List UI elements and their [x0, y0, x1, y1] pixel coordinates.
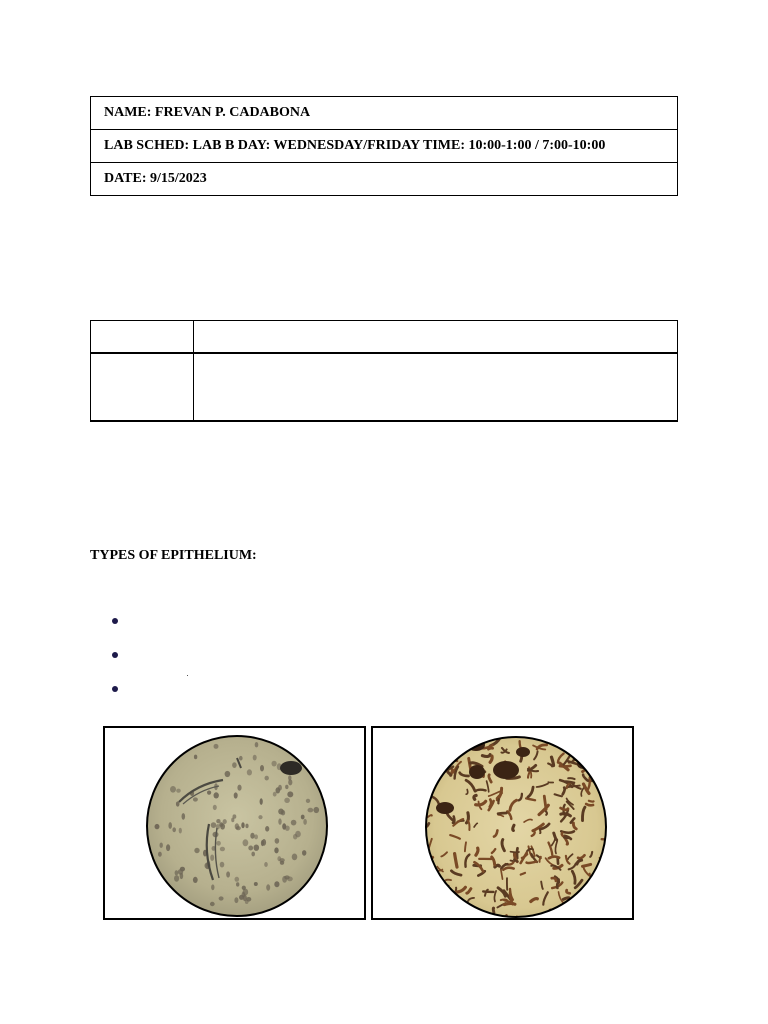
cell-nucleus [231, 818, 234, 823]
stained-cell [601, 738, 614, 740]
stained-cell [439, 895, 443, 902]
cell-nucleus [182, 813, 186, 820]
cell-nucleus [278, 809, 284, 815]
cell-nucleus [255, 742, 259, 747]
cell-nucleus [282, 823, 286, 829]
cell-nucleus [274, 847, 278, 853]
cell-nucleus [243, 839, 249, 846]
cell-nucleus [272, 761, 277, 767]
stained-cell [602, 862, 605, 874]
stained-cell [568, 778, 574, 779]
stained-cell [452, 897, 456, 907]
cell-nucleus [266, 884, 270, 890]
section-heading: TYPES OF EPITHELIUM: [90, 548, 257, 563]
cell-nucleus [260, 765, 264, 771]
stained-cell [463, 914, 466, 918]
stained-cell [433, 771, 436, 783]
stained-cell [498, 813, 506, 814]
stained-cell [435, 886, 446, 888]
blank-table-cell [91, 321, 194, 354]
stained-cell [559, 909, 562, 913]
cell-nucleus [250, 833, 254, 839]
cell-nucleus [223, 819, 227, 824]
stained-cell [590, 739, 591, 750]
cell-nucleus [239, 895, 244, 900]
stained-cell [434, 740, 436, 750]
stained-cell [432, 753, 444, 758]
cell-nucleus [220, 823, 225, 829]
cell-nucleus [245, 824, 248, 829]
stained-cell [595, 880, 603, 887]
cell-nucleus [232, 762, 237, 768]
cell-nucleus [243, 889, 249, 896]
cell-nucleus [247, 769, 252, 775]
cell-nucleus [211, 822, 217, 828]
cell-nucleus [285, 785, 288, 789]
stain-blob [493, 761, 519, 779]
stain-blob [436, 802, 454, 814]
stained-cell [593, 762, 604, 763]
stained-cell [493, 908, 494, 913]
stained-cell [450, 905, 451, 917]
stained-cell [432, 744, 441, 749]
cell-nucleus [278, 818, 281, 824]
cell-nucleus [254, 845, 260, 851]
stained-cell [605, 915, 610, 918]
cell-nucleus [174, 875, 179, 882]
cell-nucleus [234, 897, 238, 903]
blank-table [90, 320, 678, 422]
stained-cell [588, 768, 593, 772]
cell-nucleus [275, 838, 280, 844]
cell-nucleus [211, 884, 214, 890]
cell-nucleus [175, 870, 179, 875]
image-frame-left [103, 726, 366, 920]
cell-nucleus [288, 779, 292, 785]
stained-cell [567, 907, 573, 911]
stained-cell [586, 804, 593, 805]
stained-cell [564, 903, 570, 911]
stained-cell [427, 881, 431, 883]
cell-nucleus [253, 755, 257, 761]
cell-nucleus [287, 791, 293, 797]
cell-nucleus [172, 827, 176, 832]
cell-nucleus [265, 776, 269, 781]
stained-cell [593, 751, 603, 754]
cell-nucleus [176, 801, 180, 806]
cell-nucleus [180, 873, 184, 879]
stained-cell [425, 895, 437, 902]
cell-nucleus [210, 902, 215, 906]
cell-nucleus [260, 798, 263, 805]
stained-cell [488, 748, 492, 749]
stained-cell [444, 741, 450, 744]
blank-table-body-row [91, 353, 678, 421]
stained-cell [428, 766, 435, 778]
cell-nucleus [254, 834, 258, 839]
stained-cell [566, 782, 575, 783]
cell-nucleus [179, 828, 182, 834]
cell-nucleus [264, 862, 268, 867]
cell-nucleus [236, 882, 239, 886]
stain-blob [430, 755, 444, 767]
cell-nucleus [282, 876, 287, 883]
bullet-icon [112, 618, 118, 624]
name-cell: NAME: FREVAN P. CADABONA [91, 97, 678, 130]
cell-nucleus [261, 840, 264, 846]
stained-cell [558, 917, 563, 918]
stained-cell [540, 829, 541, 833]
stained-cell [430, 764, 436, 768]
lab-sched-cell: LAB SCHED: LAB B DAY: WEDNESDAY/FRIDAY TIME: 10:00-1:00 / 7:00-10:00 [91, 130, 678, 163]
cell-nucleus [258, 815, 262, 819]
cell-nucleus [207, 791, 211, 795]
stained-cell [544, 739, 550, 741]
cell-nucleus [235, 877, 240, 882]
cell-nucleus [220, 847, 225, 852]
cell-nucleus [239, 756, 243, 761]
cell-nucleus [193, 877, 198, 883]
stain-blob [469, 765, 485, 779]
stained-cell [581, 756, 589, 766]
stained-cell [429, 892, 442, 895]
cell-nucleus [214, 792, 219, 798]
stained-cell [563, 898, 568, 900]
cell-nucleus [214, 744, 219, 749]
stained-cell [483, 891, 493, 892]
cell-nucleus [194, 848, 199, 853]
cell-nucleus [284, 798, 290, 803]
cell-nucleus [225, 771, 231, 777]
cell-nucleus [235, 823, 239, 829]
stained-cell [498, 799, 499, 803]
cell-nucleus [168, 822, 172, 829]
stained-cell [596, 911, 600, 918]
cell-nucleus [248, 846, 253, 851]
cell-nucleus [303, 819, 307, 825]
cell-nucleus [302, 850, 306, 856]
micrograph-right [373, 728, 632, 918]
stained-cell [417, 784, 428, 785]
stained-cell [465, 842, 466, 851]
date-cell: DATE: 9/15/2023 [91, 163, 678, 196]
info-row-date [91, 163, 678, 196]
stained-cell [589, 801, 594, 802]
cell-nucleus [273, 792, 277, 797]
stained-cell [511, 852, 520, 853]
stain-blob [516, 747, 530, 757]
stained-cell [560, 766, 571, 767]
cell-nucleus [254, 882, 258, 886]
stained-cell [448, 907, 451, 917]
cell-nucleus [193, 797, 198, 801]
cell-nucleus [166, 844, 170, 851]
blank-table-header-row [91, 321, 678, 354]
info-table [90, 96, 678, 196]
info-row-name [91, 97, 678, 130]
cell-nucleus [213, 805, 217, 810]
cell-nucleus [292, 854, 298, 861]
cell-nucleus [314, 807, 320, 813]
bullet-icon [112, 686, 118, 692]
micrograph-left [105, 728, 364, 918]
cell-nucleus [158, 852, 162, 857]
cell-nucleus [170, 786, 176, 793]
cell-nucleus [176, 789, 181, 793]
cell-nucleus [301, 815, 305, 820]
stained-cell [605, 850, 611, 856]
image-frame-right [371, 726, 634, 920]
stray-mark [187, 675, 188, 676]
cell-nucleus [241, 822, 244, 828]
cell-nucleus [251, 852, 255, 857]
blank-table-cell [194, 321, 678, 354]
stained-cell [596, 752, 601, 758]
cell-nucleus [219, 896, 224, 900]
cell-nucleus [274, 881, 279, 887]
cell-nucleus [216, 841, 221, 846]
stained-cell [520, 741, 521, 748]
stained-cell [527, 862, 537, 863]
stained-cell [513, 825, 514, 830]
cell-nucleus [234, 792, 238, 798]
stained-cell [599, 895, 602, 907]
blank-table-cell [91, 353, 194, 421]
cell-nucleus [308, 808, 314, 813]
stained-cell [427, 793, 429, 799]
stained-cell [601, 883, 607, 890]
bullet-icon [112, 652, 118, 658]
info-row-sched [91, 130, 678, 163]
cell-nucleus [279, 858, 284, 862]
cell-nucleus [246, 897, 251, 902]
stained-cell [558, 912, 570, 914]
cell-nucleus [155, 824, 160, 829]
cell-nucleus [194, 755, 197, 760]
stained-cell [604, 890, 606, 895]
cell-nucleus [210, 855, 214, 861]
stained-cell [439, 910, 445, 914]
cell-nucleus [265, 826, 269, 832]
cell-nucleus [160, 843, 163, 848]
cell-nucleus [237, 785, 241, 791]
cell-nucleus [220, 862, 225, 868]
cell-nucleus [291, 820, 297, 826]
stained-cell [450, 910, 461, 917]
stained-cell [570, 907, 572, 918]
stained-cell [418, 766, 431, 769]
blank-table-cell [194, 353, 678, 421]
cell-nucleus [216, 819, 220, 823]
stained-cell [590, 754, 593, 761]
cell-nucleus [306, 799, 310, 803]
stained-cell [588, 888, 591, 894]
cell-nucleus [276, 787, 281, 793]
stained-cell [605, 749, 612, 755]
cell-nucleus [226, 871, 230, 877]
stained-cell [471, 917, 474, 919]
stained-cell [467, 915, 474, 918]
cell-nucleus [293, 834, 297, 840]
